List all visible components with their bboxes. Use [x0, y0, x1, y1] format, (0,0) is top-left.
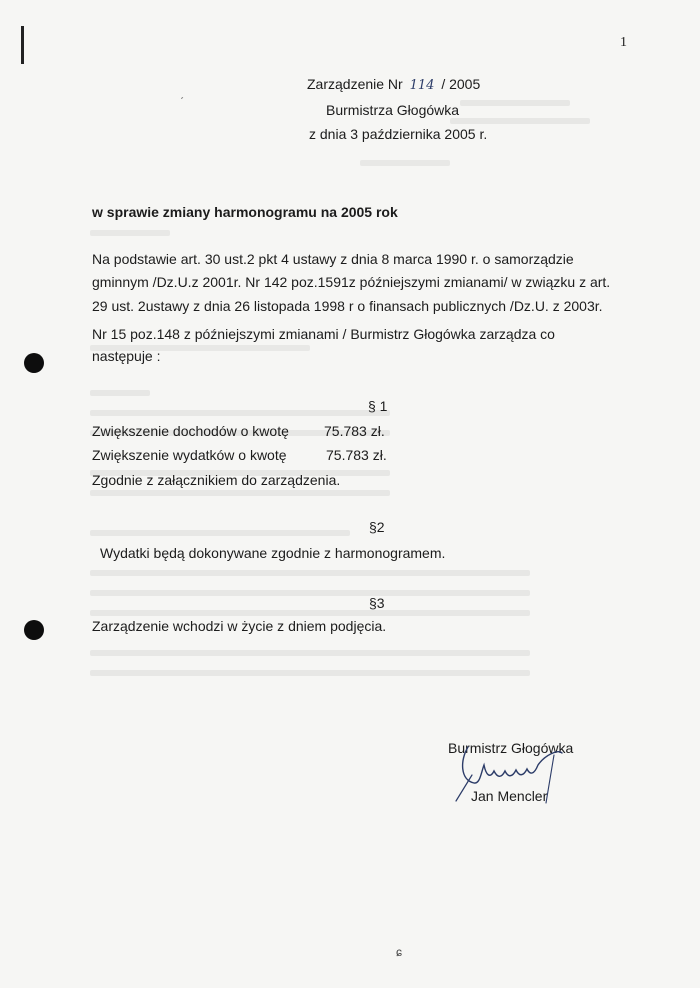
title-suffix: / 2005 — [441, 76, 481, 92]
scan-speck: ˊ — [180, 95, 184, 109]
title-prefix: Zarządzenie Nr — [307, 76, 403, 92]
section-3-mark: §3 — [369, 595, 385, 611]
expenditure-increase-amount: 75.783 zł. — [326, 447, 387, 463]
handwritten-signature — [450, 735, 580, 805]
bleed-through-shadow — [60, 90, 620, 710]
scan-speck-bottom: ɕ — [396, 945, 402, 959]
document-title — [307, 76, 480, 93]
signatory-name: Jan Mencler — [471, 788, 548, 804]
preamble-line-3: 29 ust. 2ustawy z dnia 26 listopada 1998 r o finansach publicznych /Dz.U. z 2003r. — [92, 298, 603, 314]
section-2-mark: §2 — [369, 519, 385, 535]
subject-line: w sprawie zmiany harmonogramu na 2005 rok — [92, 204, 398, 220]
punch-hole-bottom — [24, 620, 44, 640]
scan-edge-mark — [21, 26, 24, 64]
document-date: z dnia 3 października 2005 r. — [309, 126, 488, 142]
page-number: 1 — [620, 35, 627, 50]
preamble-line-2: gminnym /Dz.U.z 2001r. Nr 142 poz.1591z późniejszymi zmianami/ w związku z art. — [92, 274, 611, 290]
revenue-increase-amount: 75.783 zł. — [324, 423, 385, 439]
punch-hole-top — [24, 353, 44, 373]
revenue-increase-label: Zwiększenie dochodów o kwotę — [92, 423, 289, 439]
issuer: Burmistrza Głogówka — [326, 102, 460, 118]
signature-title: Burmistrz Głogówka — [448, 740, 574, 756]
preamble-line-1: Na podstawie art. 30 ust.2 pkt 4 ustawy z dnia 8 marca 1990 r. o samorządzie — [92, 251, 574, 267]
handwritten-number: 114 — [409, 78, 435, 93]
preamble-line-4: Nr 15 poz.148 z późniejszymi zmianami / Burmistrz Głogówka zarządza co — [92, 326, 555, 342]
section-1-mark: § 1 — [368, 398, 388, 414]
section-2-text: Wydatki będą dokonywane zgodnie z harmonogramem. — [100, 545, 446, 561]
section-3-text: Zarządzenie wchodzi w życie z dniem podjęcia. — [92, 618, 387, 634]
attachment-note: Zgodnie z załącznikiem do zarządzenia. — [92, 472, 341, 488]
expenditure-increase-label: Zwiększenie wydatków o kwotę — [92, 447, 287, 463]
preamble-line-5: następuje : — [92, 348, 161, 364]
